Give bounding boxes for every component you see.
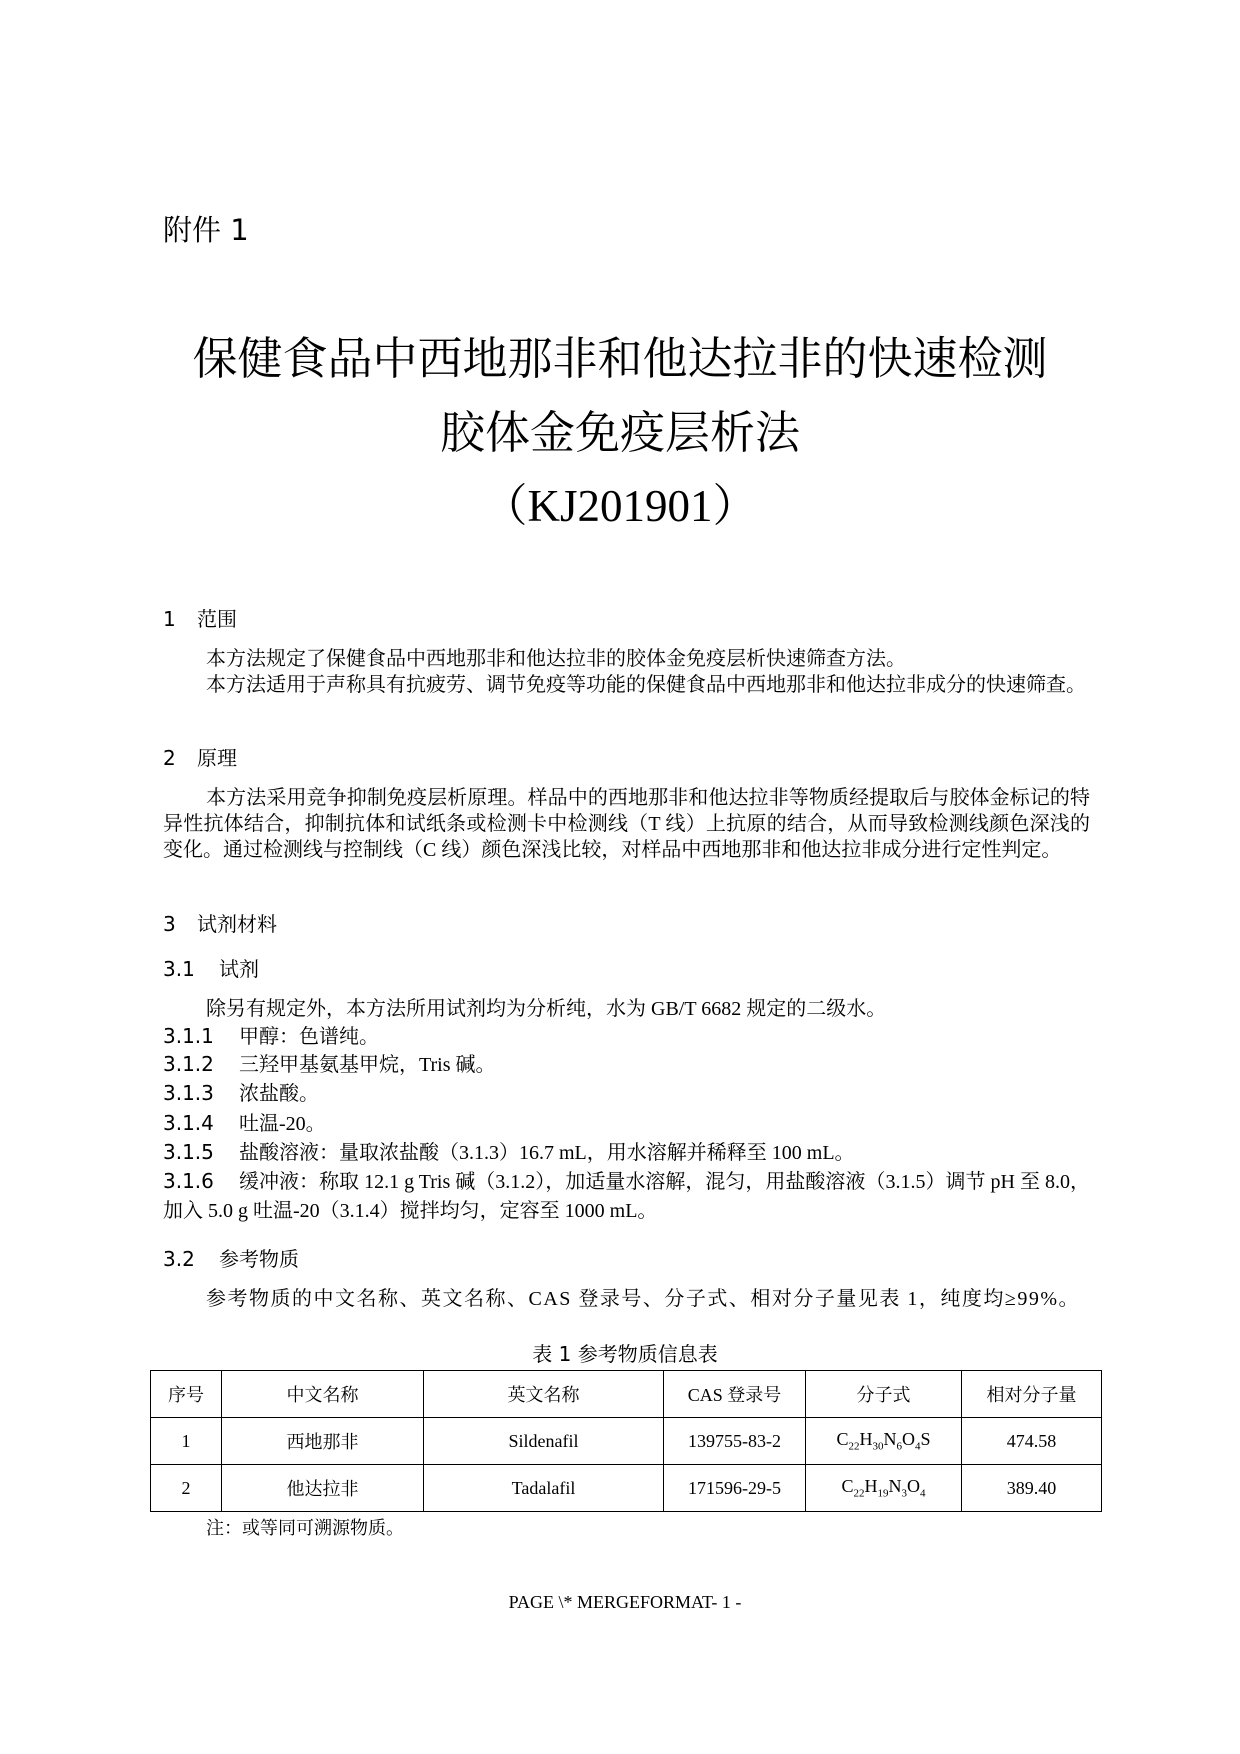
reagent-item: 3.1.3 浓盐酸。 — [163, 1081, 319, 1105]
table-title: 表 1 参考物质信息表 — [532, 1342, 718, 1366]
doc-title-line1: 保健食品中西地那非和他达拉非的快速检测 — [192, 332, 1048, 385]
section-1-para-2: 本方法适用于声称具有抗疲劳、调节免疫等功能的保健食品中西地那非和他达拉非成分的快速筛查。 — [206, 674, 1086, 696]
doc-title-line2: 胶体金免疫层析法 — [439, 406, 800, 459]
section-3-1-para: 除另有规定外，本方法所用试剂均为分析纯，水为 GB/T 6682 规定的二级水。 — [206, 998, 887, 1020]
reagent-item: 3.1.6 缓冲液：称取 12.1 g Tris 碱（3.1.2），加适量水溶解，混匀，用盐酸溶液（3.1.5）调节 pH 至 8.0，加入 5.0 g 吐温-20（3.1.4）搅拌均匀，定容至 1000 mL。 — [163, 1169, 1090, 1222]
formula: $C_{22}H_{30}N_6O_4S$ — [806, 1418, 962, 1465]
page-footer: PAGE \* MERGEFORMAT- 1 - — [508, 1592, 742, 1612]
reference-table — [150, 1370, 1102, 1512]
section-3-1-heading: 3.1 试剂 — [163, 957, 259, 981]
reagent-item: 3.1.5 盐酸溶液：量取浓盐酸（3.1.3）16.7 mL，用水溶解并稀释至 100 mL。 — [163, 1140, 855, 1164]
table-row: 2 他达拉非 Tadalafil 171596-29-5 $C_{22}H_{19}N_3O_4$ 389.40 — [151, 1465, 1102, 1512]
section-3-2-para: 参考物质的中文名称、英文名称、CAS 登录号、分子式、相对分子量见表 1，纯度均≥99%。 — [206, 1288, 1081, 1310]
doc-code: （KJ201901） — [482, 481, 758, 531]
table-header-row: 序号 中文名称 英文名称 CAS 登录号 分子式 相对分子量 — [151, 1371, 1102, 1418]
section-1-heading: 1 范围 — [163, 607, 237, 631]
table-note: 注：或等同可溯源物质。 — [206, 1518, 404, 1538]
section-2-para: 本方法采用竞争抑制免疫层析原理。样品中的西地那非和他达拉非等物质经提取后与胶体金标记的特异性抗体结合，抑制抗体和试纸条或检测卡中检测线（T 线）上抗原的结合，从而导致检测线颜色深浅的变化。通过检测线与控制线（C 线）颜色深浅比较，对样品中西地那非和他达拉非成分进行定性判定。 — [163, 787, 1090, 861]
reagent-item: 3.1.1 甲醇：色谱纯。 — [163, 1024, 379, 1048]
section-3-heading: 3 试剂材料 — [163, 912, 277, 936]
annex-label: 附件 1 — [163, 213, 249, 247]
formula: $C_{22}H_{19}N_3O_4$ — [806, 1465, 962, 1512]
table-row: 1 西地那非 Sildenafil 139755-83-2 $C_{22}H_{30}N_6O_4S$ 474.58 — [151, 1418, 1102, 1465]
reagent-item: 3.1.4 吐温-20。 — [163, 1111, 326, 1135]
reagent-item: 3.1.2 三羟甲基氨基甲烷，Tris 碱。 — [163, 1052, 496, 1076]
section-3-2-heading: 3.2 参考物质 — [163, 1247, 299, 1271]
section-2-heading: 2 原理 — [163, 746, 237, 770]
section-1-para-1: 本方法规定了保健食品中西地那非和他达拉非的胶体金免疫层析快速筛查方法。 — [206, 648, 906, 670]
